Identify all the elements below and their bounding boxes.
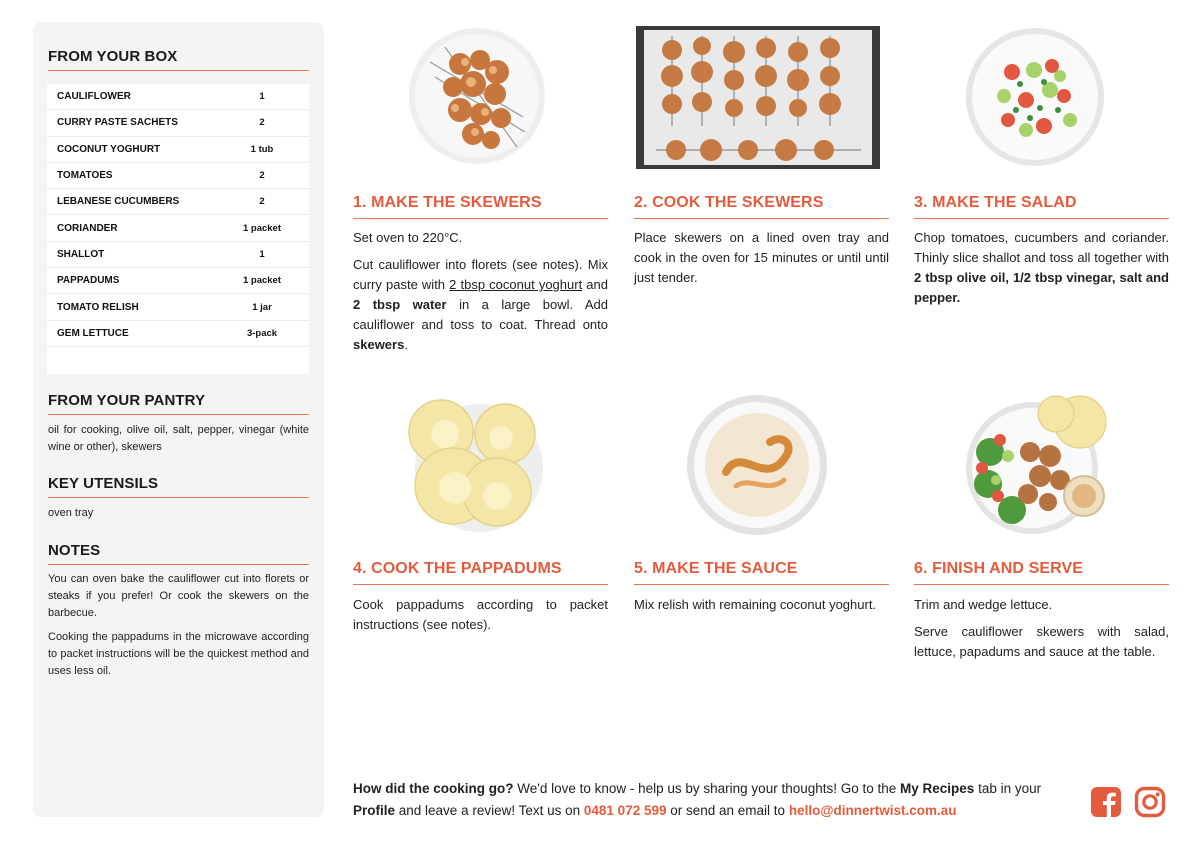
profile-link[interactable]: Profile [353,803,396,818]
utensils-heading: KEY UTENSILS [48,475,309,498]
step-1-paragraph: Set oven to 220°C. [353,230,463,245]
notes-text [48,571,309,680]
step-6-paragraph: Trim and wedge lettuce. [914,597,1053,612]
facebook-icon[interactable] [1090,786,1122,818]
table-row [47,242,309,268]
step-6-body [914,595,1169,662]
table-row [47,163,309,189]
text-run: Chop tomatoes, cucumbers and coriander. Thinly slice shallot and toss all together with [914,230,1169,265]
text-run: 2 tbsp water [353,297,447,312]
phone-link[interactable]: 0481 072 599 [583,803,667,818]
table-row [47,189,309,215]
step-4 [353,392,608,652]
ingredient-qty: 1 tub [250,143,274,155]
table-row [47,215,309,241]
ingredient-name: GEM LETTUCE [57,327,129,339]
step-5-title: 5. MAKE THE SAUCE [634,560,889,585]
ingredient-name: COCONUT YOGHURT [57,143,161,155]
text-run: skewers [353,337,405,352]
feedback-question: How did the cooking go? [353,781,514,796]
ingredient-qty: 1 [259,248,265,260]
step-2 [634,22,889,362]
step-1-body [353,228,608,355]
box-heading: FROM YOUR BOX [48,48,309,71]
step-4-title: 4. COOK THE PAPPADUMS [353,560,608,585]
text-run: 2 tbsp coconut yoghurt [449,277,583,292]
ingredient-name: CURRY PASTE SACHETS [57,117,178,129]
ingredient-qty: 2 [259,170,265,182]
ingredient-name: TOMATO RELISH [57,301,139,313]
ingredient-name: LEBANESE CUCUMBERS [57,196,180,208]
text-run: in a large bowl. Add cauliflower and toss to coat. Thread onto [353,297,609,332]
ingredient-qty: 1 [259,91,265,103]
step-1-title: 1. MAKE THE SKEWERS [353,194,608,219]
step-5-paragraph: Mix relish with remaining coconut yoghurt. [634,597,877,612]
pantry-heading: FROM YOUR PANTRY [48,392,309,415]
ingredient-qty: 3-pack [246,327,278,339]
step-3 [914,22,1169,362]
text-run: and [582,277,608,292]
utensils-text: oven tray [48,507,94,519]
sauce-bowl-image [686,394,828,536]
email-link[interactable]: hello@dinnertwist.com.au [788,803,957,818]
text-run: and leave a review! Text us on [395,803,584,818]
table-row [47,84,309,110]
table-row [47,294,309,320]
notes-heading: NOTES [48,542,309,565]
ingredient-name: PAPPADUMS [57,275,120,287]
step-1 [353,22,608,362]
oven-tray-image [636,26,880,169]
ingredient-qty: 2 [259,196,265,208]
ingredient-name: CORIANDER [57,222,118,234]
text-run: tab in your [974,781,1042,796]
step-6 [914,392,1169,682]
table-row [47,110,309,136]
table-row [47,268,309,294]
notes-paragraph: Cooking the pappadums in the microwave according to packet instructions will be the quickest method and uses less oil. [48,631,309,677]
text-run: We'd love to know - help us by sharing your thoughts! Go to the [513,781,901,796]
instagram-icon[interactable] [1134,786,1166,818]
ingredient-name: SHALLOT [57,248,105,260]
salad-bowl-image [964,26,1106,168]
step-5-body [634,595,889,615]
feedback-footer [353,778,1073,822]
step-2-paragraph: Place skewers on a lined oven tray and cook in the oven for 15 minutes or until until just tender. [634,230,889,285]
ingredient-qty: 2 [259,117,265,129]
pappadums-image [393,392,553,534]
ingredient-qty: 1 packet [242,275,282,287]
ingredient-name: TOMATOES [57,170,113,182]
ingredient-qty: 1 packet [242,222,282,234]
step-2-body [634,228,889,288]
step-3-title: 3. MAKE THE SALAD [914,194,1169,219]
step-4-paragraph: Cook pappadums according to packet instructions (see notes). [353,597,608,632]
text-run: 2 tbsp olive oil, 1/2 tbsp vinegar, salt and pepper. [914,270,1169,305]
step-3-paragraph [914,228,1169,308]
box-ingredients-table [47,84,309,374]
step-4-body [353,595,608,635]
text-run: Cut cauliflower into florets (see notes). Mix curry paste with [353,257,608,292]
table-row [47,321,309,347]
ingredient-qty: 1 jar [252,301,272,313]
text-run: or send an email to [666,803,789,818]
step-3-body [914,228,1169,308]
notes-paragraph: You can oven bake the cauliflower cut into florets or steaks if you prefer! Or cook the skewers on the barbecue. [48,573,309,619]
pantry-text: oil for cooking, olive oil, salt, pepper, vinegar (white wine or other), skewers [48,424,309,453]
step-6-paragraph: Serve cauliflower skewers with salad, lettuce, papadums and sauce at the table. [914,624,1169,659]
step-6-title: 6. FINISH AND SERVE [914,560,1169,585]
text-run: . [404,337,408,352]
step-5 [634,392,889,652]
ingredient-name: CAULIFLOWER [57,91,131,103]
step-1-paragraph [353,255,608,355]
step-2-title: 2. COOK THE SKEWERS [634,194,889,219]
finished-plate-image [960,392,1130,534]
sidebar [33,22,324,817]
table-row [47,137,309,163]
cauliflower-skewers-image [405,22,550,167]
my-recipes-link[interactable]: My Recipes [900,781,975,796]
